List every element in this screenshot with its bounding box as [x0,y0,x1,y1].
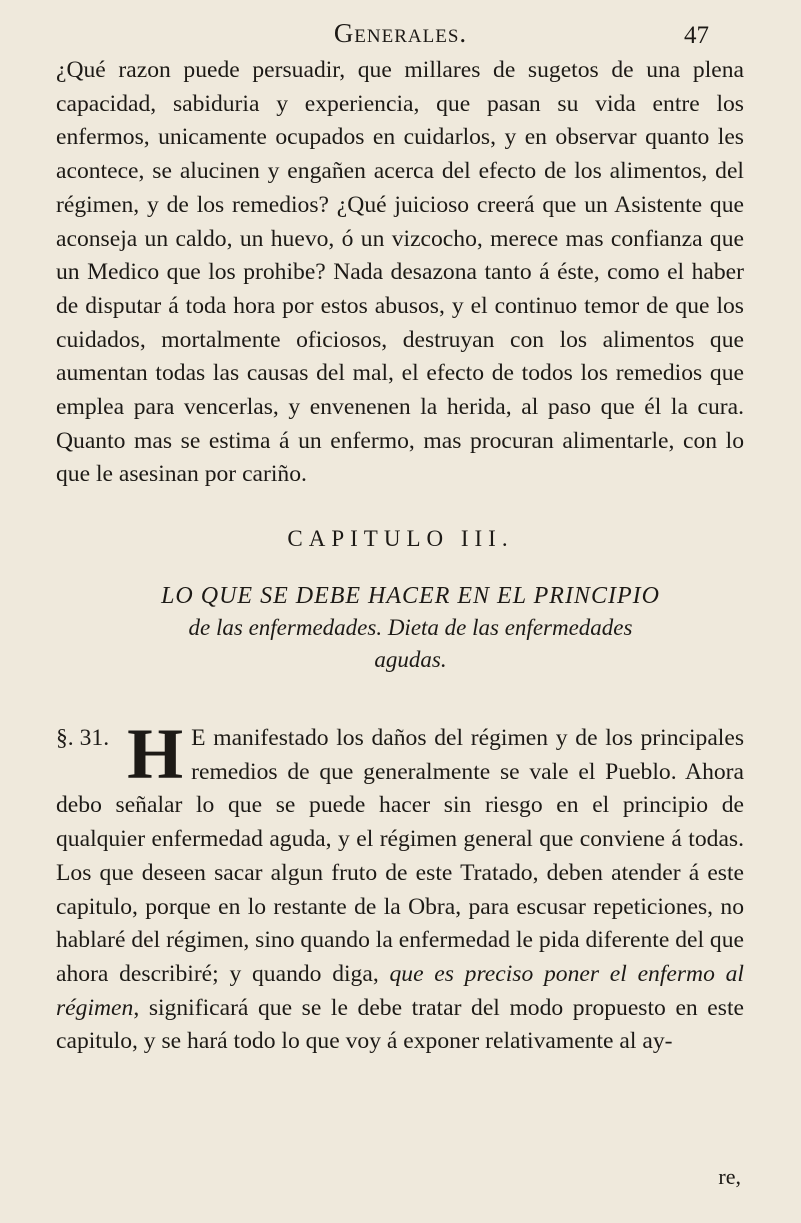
chapter-subtitle [80,580,741,676]
paragraph-2 [56,714,744,1059]
page-number: 47 [684,22,709,49]
paragraph-2-text-start: E manifestado los daños del régimen y de los principales remedios de que generalmente se vale el Pueblo. Ahora debo señalar lo que se puede hacer sin riesgo en el principio de qualquier enfermedad aguda, y el régimen general que conviene á todas. Los que deseen sacar algun fruto de este Tratado, deben atender á este capitulo, porque en lo restante de la Obra, para escusar repeticiones, no hablaré del régimen, sino quando la enfermedad le pida diferente del que ahora describiré; y quando diga, [56,725,744,987]
chapter-subtitle-line-1: LO QUE SE DEBE HACER EN EL PRINCIPIO [161,583,660,609]
paragraph-1 [56,54,744,492]
chapter-title: CAPITULO III. [287,526,514,551]
chapter-subtitle-line-2: de las enfermedades. Dieta de las enfermedades [188,615,633,640]
italic-phrase: que es preciso poner el enfermo al régimen [56,960,744,1021]
page-header [0,14,801,54]
paragraph-1-text: ¿Qué razon puede persuadir, que millares de sugetos de una plena capacidad, sabiduria y experiencia, que pasan su vida entre los enfermos, unicamente ocupados en cuidarlos, y en observar quanto les acontece, se alucinen y engañen acerca del efecto de los alimentos, del régimen, y de los remedios? ¿Qué juicioso creerá que un Asistente que aconseja un caldo, un huevo, ó un vizcocho, merece mas confianza que un Medico que los prohibe? Nada desazona tanto á éste, como el haber de disputar á toda hora por estos abusos, y el continuo temor de que los cuidados, mortalmente oficiosos, destruyan con los alimentos que aumentan todas las causas del mal, el efecto de todos los remedios que emplea para vencerlas, y envenenen la herida, al paso que él la cura. Quanto mas se estima á un enfermo, mas procuran alimentarle, con lo que le asesinan por cariño. [56,57,744,488]
paragraph-2-text-end: , significará que se le debe tratar del modo propuesto en este capitulo, y se hará todo lo que voy á exponer relativamente al ay- [56,994,744,1055]
catchword: re, [718,1164,741,1189]
drop-cap: H [127,714,184,794]
section-number: §. 31. [56,725,110,751]
paragraph-2-text [56,714,744,1059]
running-head: Generales. [333,18,468,48]
chapter-subtitle-line-3: agudas. [374,647,447,672]
